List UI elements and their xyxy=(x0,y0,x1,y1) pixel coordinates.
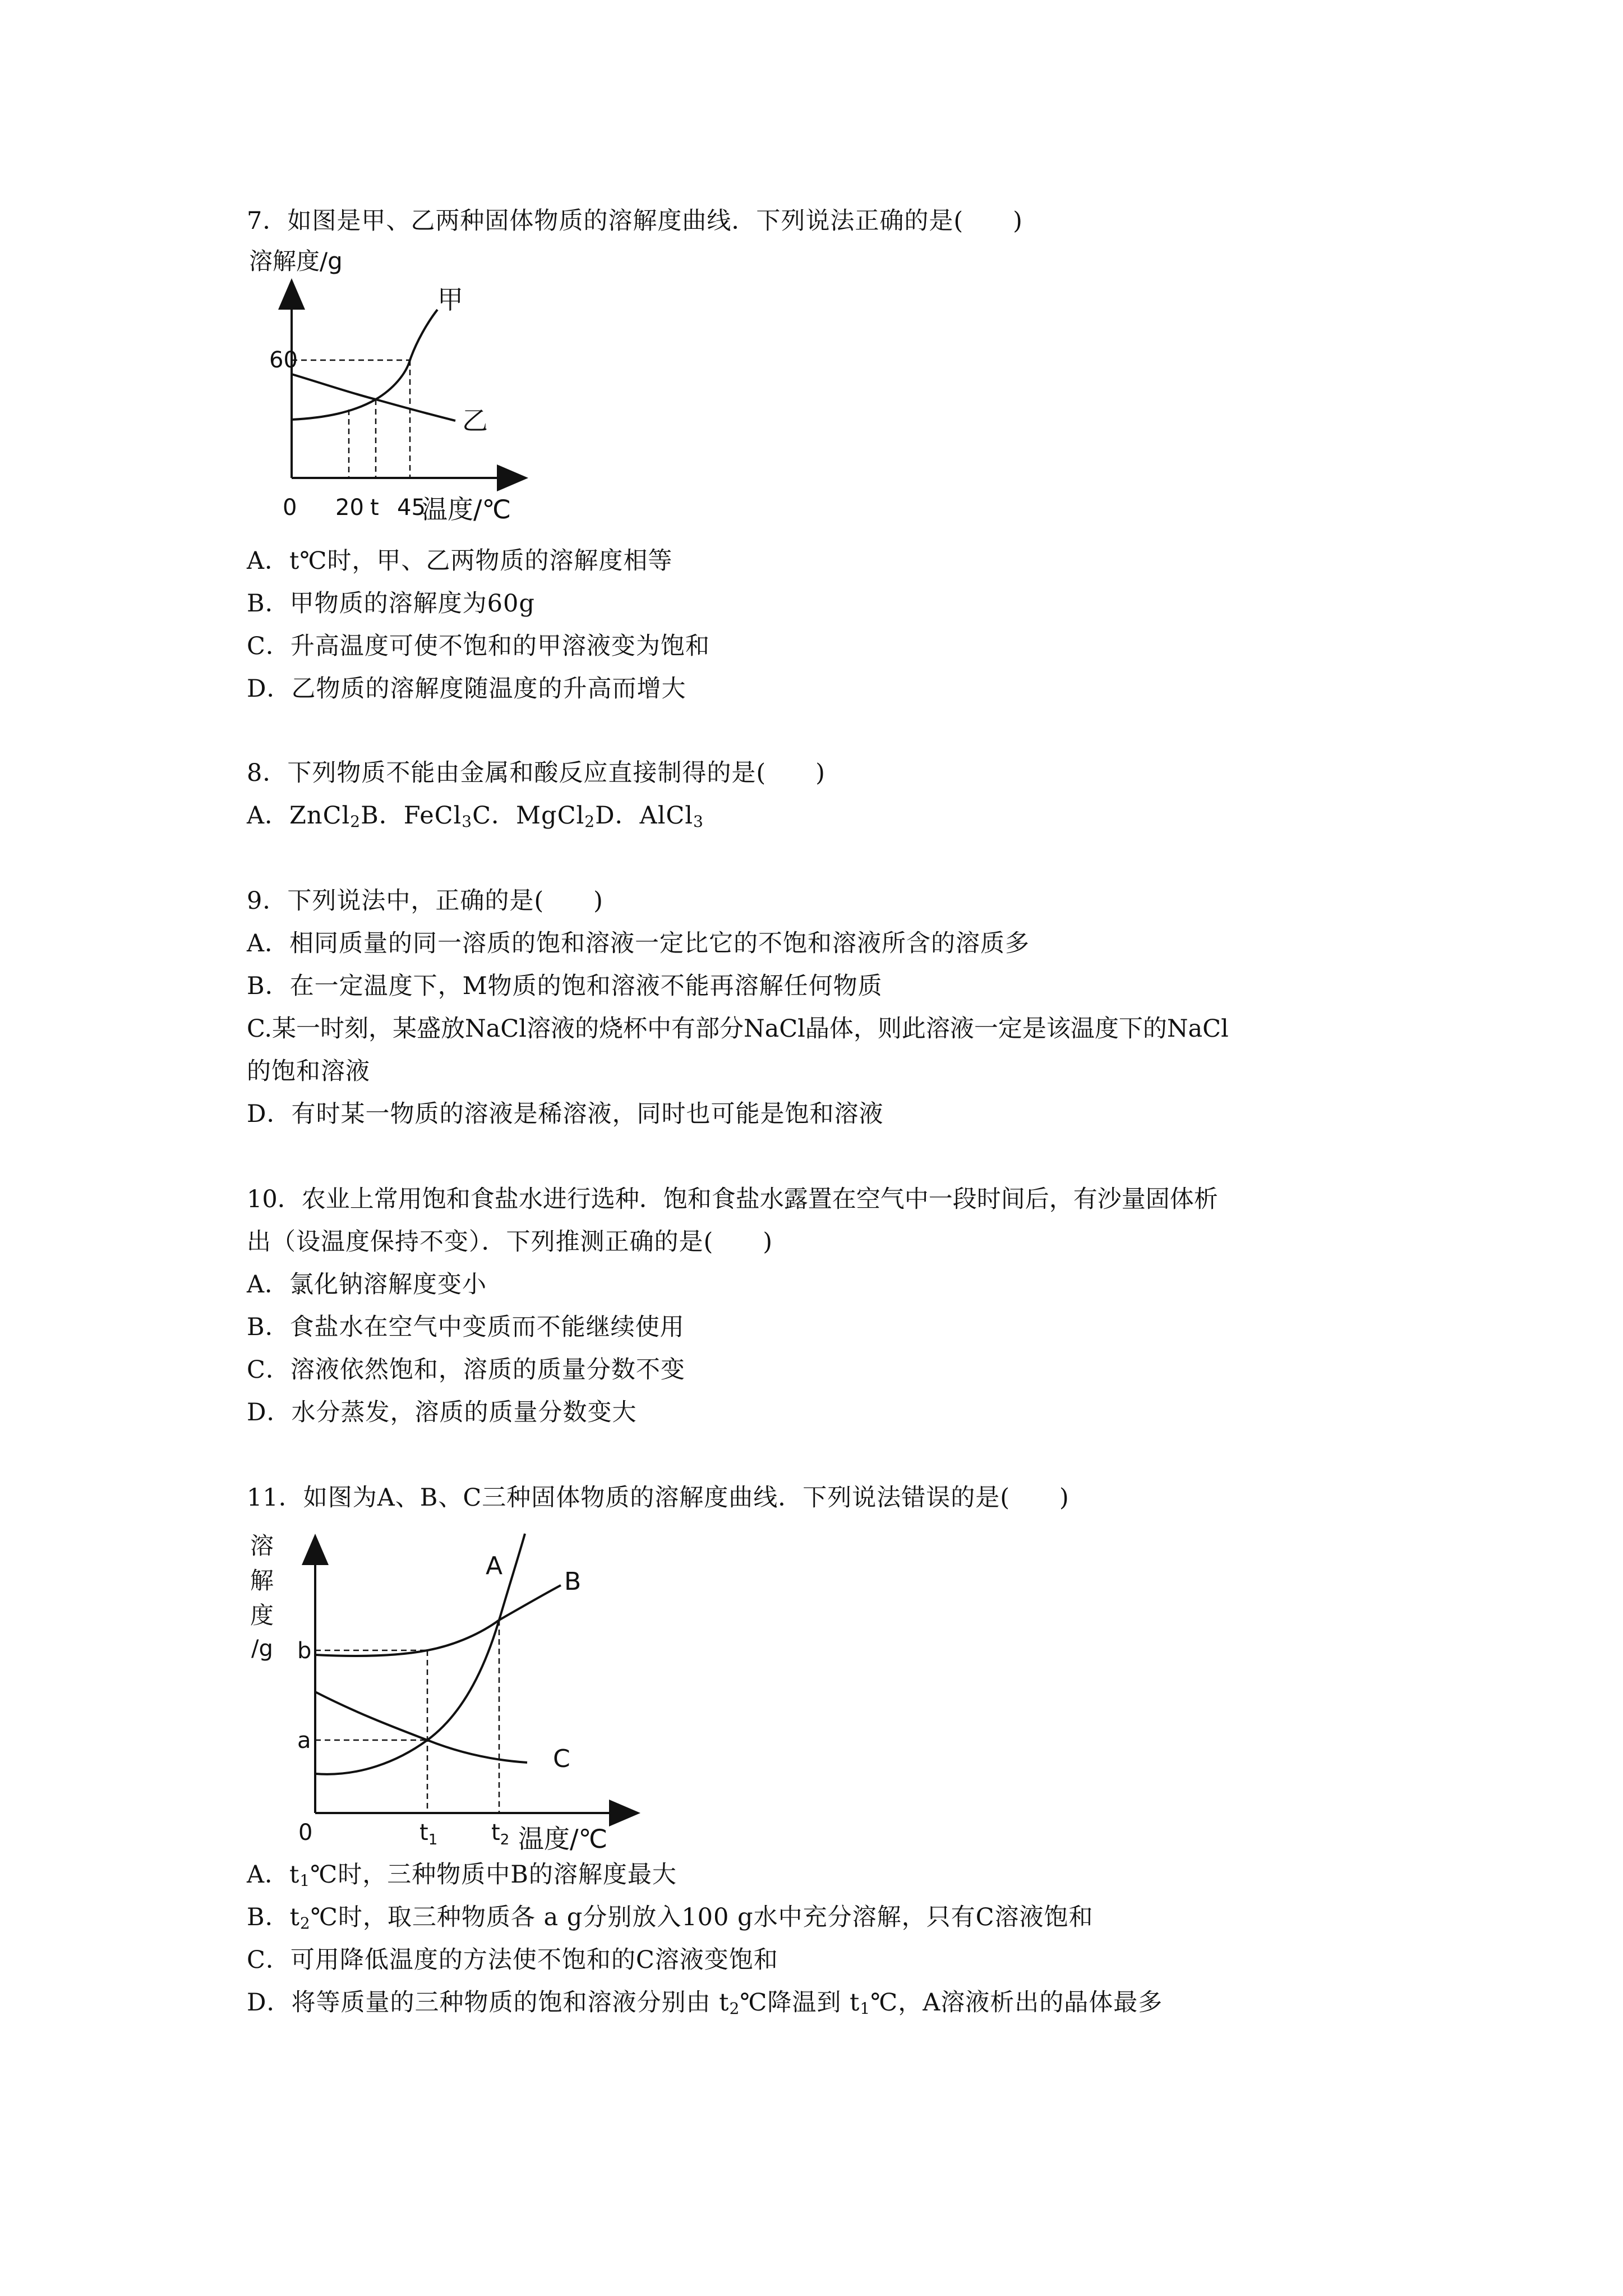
q8-options: A．ZnCl$_2$B．FeCl$_3$C．MgCl$_2$D．AlCl$_3$ xyxy=(247,802,704,831)
q7-solubility-figure xyxy=(247,247,538,539)
q10-stem-line1: 10．农业上常用饱和食盐水进行选种．饱和食盐水露置在空气中一段时间后，有沙量固体析 xyxy=(247,1185,1218,1213)
q9-option-b: B．在一定温度下，M物质的饱和溶液不能再溶解任何物质 xyxy=(247,972,883,1000)
q7-x-tick-t: t xyxy=(370,495,379,521)
q9-option-a: A．相同质量的同一溶质的饱和溶液一定比它的不饱和溶液所含的溶质多 xyxy=(247,930,1030,958)
q7-curve-yi xyxy=(292,374,455,421)
q7-label-yi: 乙 xyxy=(462,406,488,436)
q11-label-c: C xyxy=(553,1745,570,1773)
q11-stem: 11．如图为A、B、C三种固体物质的溶解度曲线．下列说法错误的是( ) xyxy=(247,1484,1069,1512)
q11-option-d: D．将等质量的三种物质的饱和溶液分别由 $t_2℃$降温到 $t_1℃$，A溶液析出的晶体最多 xyxy=(247,1989,1163,2018)
q11-y-label-3: 度 xyxy=(250,1602,274,1629)
q7-y-axis-label: 溶解度/g xyxy=(249,247,343,275)
q11-y-tick-b: b xyxy=(297,1638,312,1664)
q11-option-c: C．可用降低温度的方法使不饱和的C溶液变饱和 xyxy=(247,1946,778,1974)
q7-y-tick-60: 60 xyxy=(269,347,298,373)
q11-option-b: B．$t_2℃$时，取三种物质各 a g分别放入100 g水中充分溶解，只有C溶液饱和 xyxy=(247,1903,1094,1932)
q7-stem: 7．如图是甲、乙两种固体物质的溶解度曲线．下列说法正确的是( ) xyxy=(247,207,1023,235)
q11-y-label-1: 溶 xyxy=(250,1532,274,1559)
q10-option-d: D．水分蒸发，溶质的质量分数变大 xyxy=(247,1398,637,1427)
q8-option-d: D．AlCl xyxy=(595,802,693,830)
q9-stem: 9．下列说法中，正确的是( ) xyxy=(247,887,603,915)
q11-x-tick-t2: $t_2$ xyxy=(491,1820,510,1848)
q7-x-tick-45: 45 xyxy=(397,495,426,521)
q7-label-jia: 甲 xyxy=(437,284,463,315)
q7-curve-jia xyxy=(292,310,437,420)
q8-stem: 8．下列物质不能由金属和酸反应直接制得的是( ) xyxy=(247,759,826,787)
q11-x-axis-label: 温度/℃ xyxy=(518,1824,608,1851)
q8-option-c: C．MgCl xyxy=(472,802,585,830)
q11-option-a: A．$t_1℃$时，三种物质中B的溶解度最大 xyxy=(247,1861,677,1890)
q11-curve-c xyxy=(315,1692,527,1763)
q9-option-d: D．有时某一物质的溶液是稀溶液，同时也可能是饱和溶液 xyxy=(247,1100,884,1128)
q7-option-c: C．升高温度可使不饱和的甲溶液变为饱和 xyxy=(247,632,710,660)
q7-option-b: B．甲物质的溶解度为60g xyxy=(247,590,535,618)
q7-option-a: A．t℃时，甲、乙两物质的溶解度相等 xyxy=(247,547,673,575)
q8-option-b: B．FeCl xyxy=(361,802,462,830)
q7-x-tick-20: 20 xyxy=(335,495,364,521)
q11-y-label-4: /g xyxy=(251,1636,273,1662)
q7-option-d: D．乙物质的溶解度随温度的升高而增大 xyxy=(247,675,686,703)
q11-curve-b xyxy=(315,1585,561,1656)
q11-label-a: A xyxy=(486,1552,503,1580)
q9-option-c-cont: 的饱和溶液 xyxy=(247,1057,370,1085)
q10-option-b: B．食盐水在空气中变质而不能继续使用 xyxy=(247,1313,685,1341)
q7-origin-label: 0 xyxy=(283,495,297,521)
q10-option-c: C．溶液依然饱和，溶质的质量分数不变 xyxy=(247,1356,685,1384)
q11-solubility-figure xyxy=(247,1526,651,1851)
q11-label-b: B xyxy=(564,1567,582,1596)
q9-option-c: C.某一时刻，某盛放NaCl溶液的烧杯中有部分NaCl晶体，则此溶液一定是该温度下的NaCl xyxy=(247,1015,1229,1043)
q7-x-axis-label: 温度/℃ xyxy=(422,494,511,524)
q10-stem-line2: 出（设温度保持不变）．下列推测正确的是( ) xyxy=(247,1228,773,1256)
q10-option-a: A．氯化钠溶解度变小 xyxy=(247,1271,487,1299)
q11-y-label-2: 解 xyxy=(250,1567,274,1594)
q11-y-tick-a: a xyxy=(297,1728,311,1754)
q11-x-tick-t1: $t_1$ xyxy=(419,1820,438,1848)
q8-option-a: A．ZnCl xyxy=(247,802,351,830)
q11-origin-label: 0 xyxy=(298,1820,313,1846)
